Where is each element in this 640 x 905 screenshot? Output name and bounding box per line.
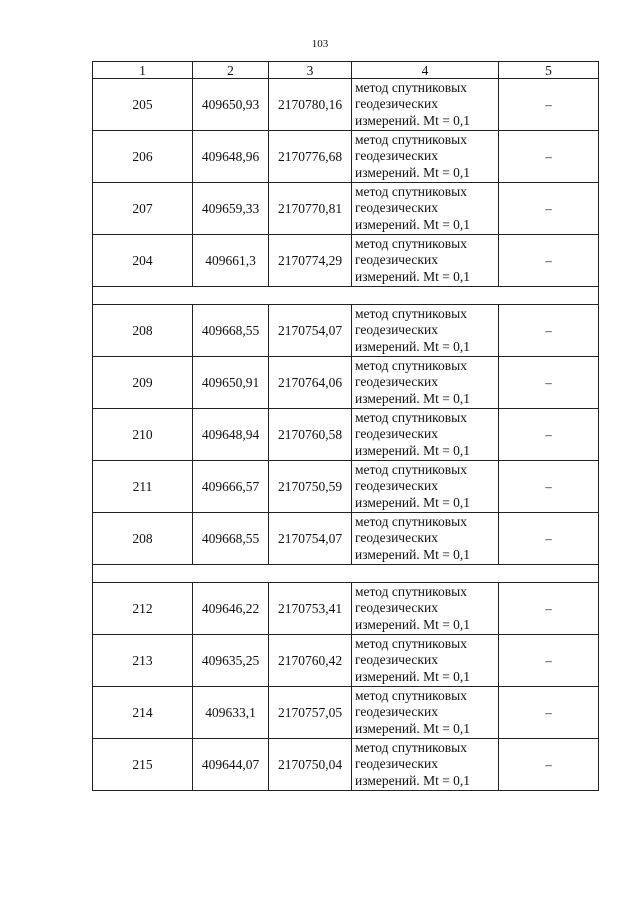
y-coordinate-cell: 2170760,58 (269, 409, 352, 461)
method-line: метод спутниковых (355, 583, 467, 599)
method-cell (352, 235, 499, 287)
method-line: измерений. Mt = 0,1 (355, 268, 471, 284)
method-line: измерений. Mt = 0,1 (355, 772, 471, 788)
x-coordinate-cell: 409648,94 (193, 409, 269, 461)
section-separator-row (93, 565, 599, 583)
method-cell (352, 131, 499, 183)
note-cell: – (499, 461, 599, 513)
note-cell: – (499, 357, 599, 409)
y-coordinate-cell: 2170757,05 (269, 687, 352, 739)
point-number-cell: 212 (93, 583, 193, 635)
table-row (93, 583, 599, 635)
table-row (93, 461, 599, 513)
method-line: измерений. Mt = 0,1 (355, 546, 471, 562)
table-body (93, 79, 599, 791)
method-line: геодезических (355, 200, 438, 216)
point-number-cell: 210 (93, 409, 193, 461)
table-row (93, 635, 599, 687)
method-cell (352, 79, 499, 131)
method-line: измерений. Mt = 0,1 (355, 390, 471, 406)
note-cell: – (499, 79, 599, 131)
point-number-cell: 215 (93, 739, 193, 791)
point-number-cell: 211 (93, 461, 193, 513)
table-row (93, 79, 599, 131)
y-coordinate-cell: 2170754,07 (269, 305, 352, 357)
note-cell: – (499, 183, 599, 235)
method-line: геодезических (355, 600, 438, 616)
point-number-cell: 214 (93, 687, 193, 739)
method-cell (352, 583, 499, 635)
x-coordinate-cell: 409646,22 (193, 583, 269, 635)
method-line: геодезических (355, 478, 438, 494)
method-line: измерений. Mt = 0,1 (355, 668, 471, 684)
method-line: метод спутниковых (355, 409, 467, 425)
method-line: геодезических (355, 756, 438, 772)
method-cell (352, 357, 499, 409)
note-cell: – (499, 235, 599, 287)
method-line: метод спутниковых (355, 513, 467, 529)
x-coordinate-cell: 409635,25 (193, 635, 269, 687)
y-coordinate-cell: 2170753,41 (269, 583, 352, 635)
point-number-cell: 208 (93, 305, 193, 357)
x-coordinate-cell: 409668,55 (193, 305, 269, 357)
note-cell: – (499, 305, 599, 357)
method-cell (352, 687, 499, 739)
method-line: метод спутниковых (355, 131, 467, 147)
y-coordinate-cell: 2170764,06 (269, 357, 352, 409)
y-coordinate-cell: 2170760,42 (269, 635, 352, 687)
method-line: геодезических (355, 374, 438, 390)
method-line: метод спутниковых (355, 461, 467, 477)
point-number-cell: 207 (93, 183, 193, 235)
section-separator-row (93, 287, 599, 305)
method-cell (352, 513, 499, 565)
table-row (93, 183, 599, 235)
method-line: геодезических (355, 96, 438, 112)
x-coordinate-cell: 409644,07 (193, 739, 269, 791)
method-line: геодезических (355, 426, 438, 442)
note-cell: – (499, 131, 599, 183)
x-coordinate-cell: 409668,55 (193, 513, 269, 565)
note-cell: – (499, 583, 599, 635)
point-number-cell: 209 (93, 357, 193, 409)
method-line: метод спутниковых (355, 305, 467, 321)
method-line: метод спутниковых (355, 235, 467, 251)
method-line: геодезических (355, 322, 438, 338)
table-row (93, 235, 599, 287)
method-line: измерений. Mt = 0,1 (355, 216, 471, 232)
method-line: измерений. Mt = 0,1 (355, 112, 471, 128)
page-number: 103 (311, 38, 329, 50)
method-cell (352, 739, 499, 791)
method-line: метод спутниковых (355, 357, 467, 373)
method-line: геодезических (355, 704, 438, 720)
x-coordinate-cell: 409648,96 (193, 131, 269, 183)
column-header-1: 1 (93, 62, 193, 79)
method-line: геодезических (355, 652, 438, 668)
note-cell: – (499, 409, 599, 461)
x-coordinate-cell: 409650,91 (193, 357, 269, 409)
column-header-2: 2 (193, 62, 269, 79)
y-coordinate-cell: 2170780,16 (269, 79, 352, 131)
method-line: метод спутниковых (355, 739, 467, 755)
note-cell: – (499, 513, 599, 565)
x-coordinate-cell: 409633,1 (193, 687, 269, 739)
table-row (93, 513, 599, 565)
method-line: метод спутниковых (355, 635, 467, 651)
method-cell (352, 635, 499, 687)
column-header-3: 3 (269, 62, 352, 79)
note-cell: – (499, 687, 599, 739)
y-coordinate-cell: 2170750,04 (269, 739, 352, 791)
method-line: геодезических (355, 252, 438, 268)
table-row (93, 739, 599, 791)
y-coordinate-cell: 2170770,81 (269, 183, 352, 235)
column-header-4: 4 (352, 62, 499, 79)
method-cell (352, 461, 499, 513)
point-number-cell: 208 (93, 513, 193, 565)
y-coordinate-cell: 2170776,68 (269, 131, 352, 183)
method-line: измерений. Mt = 0,1 (355, 494, 471, 510)
table-row (93, 409, 599, 461)
method-line: геодезических (355, 148, 438, 164)
method-line: измерений. Mt = 0,1 (355, 616, 471, 632)
column-header-5: 5 (499, 62, 599, 79)
method-line: измерений. Mt = 0,1 (355, 164, 471, 180)
table-row (93, 357, 599, 409)
method-cell (352, 183, 499, 235)
coordinates-table (92, 61, 599, 791)
method-line: измерений. Mt = 0,1 (355, 720, 471, 736)
method-line: метод спутниковых (355, 183, 467, 199)
table-row (93, 305, 599, 357)
point-number-cell: 213 (93, 635, 193, 687)
method-line: геодезических (355, 530, 438, 546)
separator-cell (93, 287, 599, 305)
method-line: измерений. Mt = 0,1 (355, 338, 471, 354)
note-cell: – (499, 739, 599, 791)
point-number-cell: 204 (93, 235, 193, 287)
x-coordinate-cell: 409661,3 (193, 235, 269, 287)
point-number-cell: 206 (93, 131, 193, 183)
x-coordinate-cell: 409659,33 (193, 183, 269, 235)
y-coordinate-cell: 2170754,07 (269, 513, 352, 565)
note-cell: – (499, 635, 599, 687)
x-coordinate-cell: 409650,93 (193, 79, 269, 131)
table-header-row (93, 62, 599, 79)
method-cell (352, 409, 499, 461)
separator-cell (93, 565, 599, 583)
table-row (93, 131, 599, 183)
y-coordinate-cell: 2170750,59 (269, 461, 352, 513)
method-line: метод спутниковых (355, 79, 467, 95)
method-line: метод спутниковых (355, 687, 467, 703)
method-cell (352, 305, 499, 357)
point-number-cell: 205 (93, 79, 193, 131)
method-line: измерений. Mt = 0,1 (355, 442, 471, 458)
y-coordinate-cell: 2170774,29 (269, 235, 352, 287)
table-row (93, 687, 599, 739)
x-coordinate-cell: 409666,57 (193, 461, 269, 513)
